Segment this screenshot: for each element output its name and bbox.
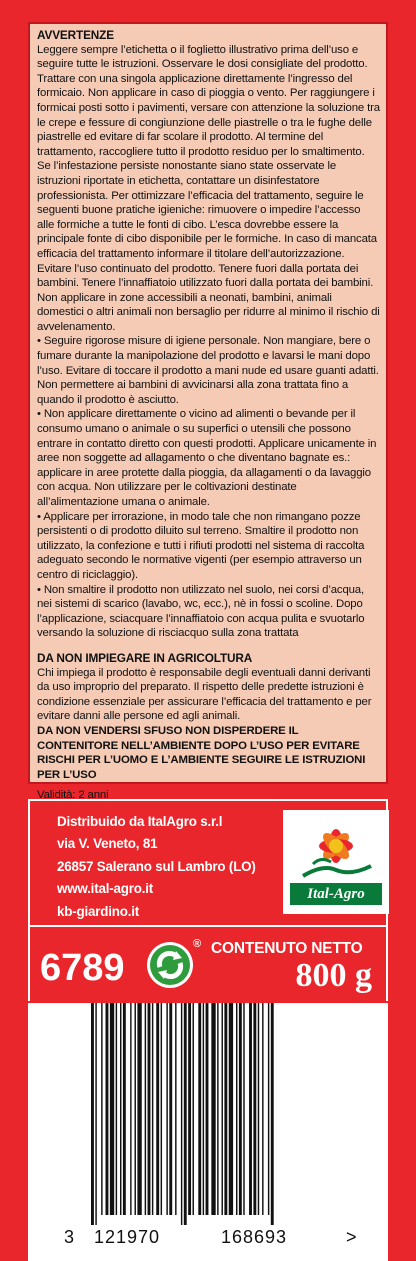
registered-mark: ® [193,938,202,950]
distributor-city: 26857 Salerano sul Lambro (LO) [57,858,256,874]
barcode-bar [156,1003,159,1215]
barcode-bar [268,1003,269,1215]
barcode-area [28,1003,388,1261]
barcode-bar [161,1003,162,1215]
warnings-panel [28,22,388,802]
agri-caps: DA NON VENDERSI SFUSO NON DISPERDERE IL CONTENITORE NELL’AMBIENTE DOPO L’USO PER EVITARE RISCHI PER L’UOMO E L’AMBIENTE SEGUIRE LE ISTRUZIONI PER L’USO [37,724,366,781]
barcode-bar [166,1003,167,1215]
distributor-street: via V. Veneto, 81 [57,836,158,852]
barcode-bar [239,1003,242,1215]
warnings-paragraph-4: • Applicare per irrorazione, in modo tale che non rimangano pozze persistenti o di prodotto diluito sul terreno. Smaltire il prodotto non utilizzato, la confezione e tutti i rifiuti prodotti nel sistema di raccolta adeguato secondo le normative vigenti (per esempio attraverso un centro di riciclaggio). [37,510,365,581]
barcode-bar [110,1003,114,1215]
barcode-bar [123,1003,126,1215]
warnings-paragraph-1: Leggere sempre l’etichetta o il foglietto illustrativo prima dell’uso e seguire tutte le istruzioni. Osservare le dosi consigliate del prodotto. Trattare con una singola applicazione direttamente l’ingresso del formicaio. Non applicare in caso di pioggia o vento. Per raggiungere i formicai posti sotto i pavimenti, versare con attenzione la soluzione tra le crepe e fessure di congiunzione delle piastrelle o tra le fughe delle piastrelle ed evitare di far scolare il prodotto. Al termine del trattamento, raccogliere tutto il prodotto residuo per lo smaltimento. Se l’infestazione persiste nonostante siano state osservate le istruzioni riportate in etichetta, contattare un disinfestatore professionista. Per ottimizzare l’efficacia del trattamento, seguire le seguenti buone pratiche igieniche: rimuovere o impedire l’accesso alle formiche a tutte le fonti di cibo. L’esca dovrebbe essere la principale fonte di cibo disponibile per le formiche. In caso di mancata efficacia del trattamento informare il titolare dell’autorizzazione. Evitare l’uso continuato del prodotto. Tenere fuori dalla portata dei bambini. Tenere l’innaffiatoio utilizzato fuori dalla portata dei bambini. Non applicare in zone accessibili a neonati, bambini, animali domestici o altri animali non bersaglio per ridurre al minimo il rischio di avvelenamento. [37,43,380,333]
warnings-title: AVVERTENZE [37,28,114,42]
barcode-bar [236,1003,237,1215]
distributor-name: Distribuido da ItalAgro s.r.l [57,814,223,829]
barcode-bar [106,1003,109,1215]
barcode-bar [152,1003,153,1215]
barcode-bar [203,1003,204,1215]
barcode-arrow: > [346,1227,358,1247]
barcode-bar [206,1003,209,1215]
validity: Validità: 2 anni [37,789,109,802]
barcode-bar [184,1003,187,1225]
barcode-left-group: 121970 [94,1227,161,1247]
barcode-bar [211,1003,215,1215]
barcode-bar [91,1003,94,1225]
barcode-bar [188,1003,191,1215]
barcode-bar [116,1003,117,1215]
agri-title: DA NON IMPIEGARE IN AGRICOLTURA [37,650,253,665]
barcode-bar [249,1003,252,1215]
barcode-bar [243,1003,244,1215]
barcode-bar [193,1003,194,1215]
barcode-bar [148,1003,151,1215]
net-content-label: CONTENUTO NETTO [211,940,363,957]
ital-agro-logo [283,810,389,914]
net-content-value: 800 g [295,957,372,994]
barcode-bar [229,1003,233,1215]
barcode-bar [222,1003,223,1215]
warnings-paragraph-5: • Non smaltire il prodotto non utilizzato nel suolo, nei corsi d’acqua, nei sistemi di scarico (lavabo, wc, ecc.), nè in fossi o scoline. Dopo l’applicazione, sciacquare l’innaffiatoio con acqua pulita e svuotarlo versando la soluzione di risciacquo sulla zona trattata [37,583,365,640]
warnings-paragraph-2: • Seguire rigorose misure di igiene personale. Non mangiare, bere o fumare durante la manipolazione del prodotto e lavarsi le mani dopo l’uso. Evitare di toccare il prodotto a mani nude ed usare guanti adatti. Non permettere ai bambini di avvicinarsi alla zona trattata fino a quando il prodotto è asciutto. [37,335,379,406]
barcode-bar [169,1003,172,1215]
flower-icon [283,810,389,890]
warnings-paragraph-3: • Non applicare direttamente o vicino ad alimenti o bevande per il consumo umano o animale o su superfici o utensili che possono entrare in contatto diretto con questi prodotti. Applicare unicamente in aree non soggette ad allagamento o che diventano bagnate es.: applicare in aree protette dalla pioggia, da allagamenti o da lavaggio con acqua. Non utilizzare per le coltivazioni destinate all’alimentazione umana o animale. [37,408,377,508]
barcode-bar [145,1003,146,1215]
distributor-address [57,811,256,923]
barcode-right-group: 168693 [221,1227,288,1247]
distributor-website: www.ital-agro.it [57,881,153,897]
barcode-bar [258,1003,259,1215]
agri-text: Chi impiega il prodotto è responsabile degli eventuali danni derivanti da uso improprio del preparato. Il rispetto delle predette istruzioni è condizione essenziale per assicurare l’efficacia del trattamento e per evitare danni alle persone ed agli animali. [37,666,372,723]
barcode-bar [262,1003,263,1215]
green-dot-recycle-icon [146,941,194,989]
barcode-bar [198,1003,201,1215]
barcode-bar [137,1003,141,1215]
distributor-website-2: kb-giardino.it [57,903,140,919]
barcode-bar [175,1003,176,1215]
barcode-icon [83,1003,343,1225]
barcode-bar [120,1003,121,1215]
barcode-bar [130,1003,131,1215]
barcode-bar [135,1003,136,1215]
barcode-bar [217,1003,218,1215]
barcode-bar [253,1003,256,1215]
divider [28,925,388,927]
barcode-bar [95,1003,96,1225]
barcode-bar [271,1003,274,1225]
logo-text: Ital-Agro [290,883,382,905]
barcode-bar [101,1003,102,1215]
barcode-first-digit: 3 [64,1227,76,1247]
product-code: 6789 [40,947,125,989]
barcode-bar [224,1003,227,1215]
barcode-bar [181,1003,182,1225]
